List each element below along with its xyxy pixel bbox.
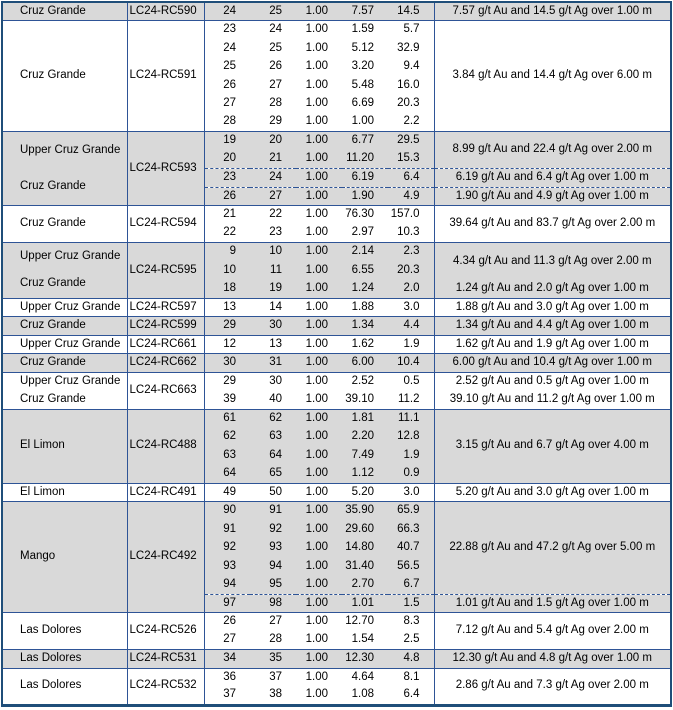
ag-cell: 2.5 bbox=[388, 631, 434, 650]
au-cell: 1.54 bbox=[351, 633, 374, 646]
zone-cell bbox=[2, 502, 127, 613]
zone-cell bbox=[2, 206, 127, 243]
from-cell: 25 bbox=[223, 60, 236, 72]
zone-cell bbox=[2, 21, 127, 132]
to-cell: 20 bbox=[250, 132, 296, 151]
zone-label-group bbox=[3, 503, 127, 612]
au-cell: 12.30 bbox=[342, 650, 388, 669]
interval-cell: 1.00 bbox=[305, 60, 328, 72]
zone-label: Mango bbox=[20, 550, 56, 563]
zone-label: Upper Cruz Grande bbox=[20, 143, 121, 156]
table-row bbox=[2, 21, 671, 40]
table-row bbox=[2, 2, 671, 21]
interval-cell: 1.00 bbox=[296, 576, 342, 595]
to-cell: 63 bbox=[250, 428, 296, 447]
zone-label: Cruz Grande bbox=[20, 356, 86, 368]
ag-cell: 3.0 bbox=[388, 298, 434, 317]
au-cell: 1.24 bbox=[342, 280, 388, 299]
ag-cell: 9.4 bbox=[388, 58, 434, 77]
au-cell: 6.77 bbox=[342, 132, 388, 151]
interval-cell: 1.00 bbox=[296, 409, 342, 428]
zone-label: Upper Cruz Grande bbox=[20, 250, 121, 263]
au-cell: 2.70 bbox=[342, 576, 388, 595]
table-row bbox=[2, 483, 671, 502]
ag-cell: 4.4 bbox=[388, 317, 434, 336]
hole-id-cell: LC24-RC662 bbox=[127, 354, 204, 373]
au-cell: 1.59 bbox=[342, 21, 388, 40]
zone-cell bbox=[2, 335, 127, 354]
au-cell: 2.97 bbox=[351, 226, 374, 239]
table-row bbox=[2, 650, 671, 669]
au-cell: 5.48 bbox=[351, 78, 374, 91]
to-cell: 31 bbox=[250, 354, 296, 373]
interval-cell: 1.00 bbox=[296, 557, 342, 576]
from-cell: 20 bbox=[204, 150, 250, 169]
from-cell: 49 bbox=[204, 483, 250, 502]
au-cell: 1.34 bbox=[342, 317, 388, 336]
to-cell: 10 bbox=[250, 243, 296, 262]
summary-cell: 1.34 g/t Au and 4.4 g/t Ag over 1.00 m bbox=[434, 317, 671, 336]
summary-cell: 4.34 g/t Au and 11.3 g/t Ag over 2.00 m bbox=[434, 243, 671, 280]
from-cell: 91 bbox=[204, 520, 250, 539]
ag-cell: 1.9 bbox=[388, 335, 434, 354]
ag-cell: 40.7 bbox=[388, 539, 434, 558]
summary-cell: 2.52 g/t Au and 0.5 g/t Ag over 1.00 m bbox=[434, 372, 671, 391]
from-cell: 24 bbox=[223, 41, 236, 54]
interval-cell: 1.00 bbox=[296, 520, 342, 539]
ag-cell: 2.3 bbox=[388, 243, 434, 262]
hole-id-cell: LC24-RC663 bbox=[127, 372, 204, 409]
au-cell: 6.19 bbox=[342, 169, 388, 188]
to-cell: 27 bbox=[250, 613, 296, 632]
summary-cell: 6.19 g/t Au and 6.4 g/t Ag over 1.00 m bbox=[434, 169, 671, 188]
interval-cell: 1.00 bbox=[296, 428, 342, 447]
hole-id-cell: LC24-RC597 bbox=[127, 298, 204, 317]
to-cell: 14 bbox=[250, 298, 296, 317]
to-cell: 24 bbox=[250, 169, 296, 188]
interval-cell: 1.00 bbox=[296, 243, 342, 262]
interval-cell: 1.00 bbox=[296, 187, 342, 206]
from-cell: 13 bbox=[204, 298, 250, 317]
interval-cell: 1.00 bbox=[296, 594, 342, 613]
to-cell: 27 bbox=[269, 78, 282, 91]
ag-cell: 16.0 bbox=[388, 76, 434, 95]
au-cell: 1.01 bbox=[342, 594, 388, 613]
from-cell: 94 bbox=[204, 576, 250, 595]
table-row bbox=[2, 613, 671, 632]
zone-label-group bbox=[3, 669, 127, 704]
summary-cell: 8.99 g/t Au and 22.4 g/t Ag over 2.00 m bbox=[434, 132, 671, 169]
table-row bbox=[2, 502, 671, 521]
from-cell: 97 bbox=[204, 594, 250, 613]
interval-cell: 1.00 bbox=[296, 372, 342, 391]
to-cell: 30 bbox=[250, 317, 296, 336]
from-cell: 18 bbox=[204, 280, 250, 299]
to-cell: 22 bbox=[250, 206, 296, 225]
to-cell: 13 bbox=[250, 335, 296, 354]
to-cell: 21 bbox=[250, 150, 296, 169]
au-cell: 1.08 bbox=[351, 688, 374, 701]
ag-cell: 8.3 bbox=[388, 613, 434, 632]
zone-label: Upper Cruz Grande bbox=[20, 300, 121, 313]
summary-cell: 7.57 g/t Au and 14.5 g/t Ag over 1.00 m bbox=[434, 2, 671, 21]
interval-cell: 1.00 bbox=[296, 335, 342, 354]
ag-cell: 66.3 bbox=[388, 520, 434, 539]
from-cell: 22 bbox=[223, 226, 236, 239]
zone-cell bbox=[2, 650, 127, 669]
ag-cell: 4.9 bbox=[388, 187, 434, 206]
zone-cell bbox=[2, 372, 127, 409]
table-row bbox=[2, 206, 671, 225]
au-cell: 1.90 bbox=[342, 187, 388, 206]
interval-cell: 1.00 bbox=[305, 41, 328, 54]
to-cell: 92 bbox=[250, 520, 296, 539]
to-cell: 98 bbox=[250, 594, 296, 613]
interval-cell: 1.00 bbox=[296, 298, 342, 317]
table-row bbox=[2, 668, 671, 687]
from-cell: 26 bbox=[223, 78, 236, 91]
zone-label-group bbox=[3, 355, 127, 372]
interval-cell: 1.00 bbox=[296, 206, 342, 225]
interval-cell: 1.00 bbox=[296, 280, 342, 299]
to-cell: 62 bbox=[250, 409, 296, 428]
ag-cell: 0.9 bbox=[388, 465, 434, 484]
ag-cell: 15.3 bbox=[388, 150, 434, 169]
au-cell: 39.10 bbox=[345, 392, 374, 405]
ag-cell: 6.4 bbox=[388, 169, 434, 188]
to-cell: 19 bbox=[250, 280, 296, 299]
from-cell: 9 bbox=[204, 243, 250, 262]
from-cell: 29 bbox=[204, 372, 250, 391]
zone-label: Las Dolores bbox=[20, 624, 82, 637]
table-row bbox=[2, 409, 671, 428]
summary-cell: 5.20 g/t Au and 3.0 g/t Ag over 1.00 m bbox=[434, 483, 671, 502]
hole-id-cell: LC24-RC488 bbox=[127, 409, 204, 483]
summary-cell: 3.84 g/t Au and 14.4 g/t Ag over 6.00 m bbox=[434, 21, 671, 132]
zone-label-group bbox=[3, 651, 127, 668]
hole-id-cell: LC24-RC593 bbox=[127, 132, 204, 206]
interval-cell: 1.00 bbox=[305, 78, 328, 91]
ag-cell: 56.5 bbox=[388, 557, 434, 576]
ag-cell: 6.4 bbox=[388, 687, 434, 706]
au-cell: 2.20 bbox=[342, 428, 388, 447]
to-cell: 93 bbox=[250, 539, 296, 558]
from-cell: 19 bbox=[204, 132, 250, 151]
to-cell: 27 bbox=[250, 187, 296, 206]
table-row bbox=[2, 243, 671, 262]
au-cell: 35.90 bbox=[342, 502, 388, 521]
zone-label-group bbox=[3, 336, 127, 353]
summary-cell: 6.00 g/t Au and 10.4 g/t Ag over 1.00 m bbox=[434, 354, 671, 373]
interval-cell: 1.00 bbox=[296, 502, 342, 521]
zone-label: Upper Cruz Grande bbox=[20, 375, 121, 387]
hole-id-cell: LC24-RC661 bbox=[127, 335, 204, 354]
interval-cell: 1.00 bbox=[305, 226, 328, 239]
to-cell: 29 bbox=[269, 115, 282, 128]
zone-label: El Limon bbox=[20, 485, 65, 498]
interval-cell: 1.00 bbox=[296, 668, 342, 687]
from-cell: 27 bbox=[223, 633, 236, 646]
au-cell: 1.00 bbox=[351, 115, 374, 128]
from-cell: 93 bbox=[204, 557, 250, 576]
ag-cell: 1.9 bbox=[388, 446, 434, 465]
summary-cell: 7.12 g/t Au and 5.4 g/t Ag over 2.00 m bbox=[434, 613, 671, 650]
from-cell: 10 bbox=[204, 261, 250, 280]
hole-id-cell: LC24-RC532 bbox=[127, 668, 204, 705]
interval-cell: 1.00 bbox=[305, 392, 328, 405]
interval-cell: 1.00 bbox=[305, 97, 328, 109]
au-cell: 5.12 bbox=[351, 41, 374, 54]
to-cell: 65 bbox=[250, 465, 296, 484]
au-cell: 12.70 bbox=[342, 613, 388, 632]
zone-cell bbox=[2, 132, 127, 206]
summary-cell: 12.30 g/t Au and 4.8 g/t Ag over 1.00 m bbox=[434, 650, 671, 669]
from-cell: 34 bbox=[204, 650, 250, 669]
zone-cell bbox=[2, 298, 127, 317]
interval-cell: 1.00 bbox=[296, 132, 342, 151]
table-row bbox=[2, 335, 671, 354]
zone-label-group bbox=[3, 484, 127, 501]
interval-cell: 1.00 bbox=[305, 115, 328, 128]
ag-cell: 11.1 bbox=[388, 409, 434, 428]
interval-cell: 1.00 bbox=[296, 613, 342, 632]
to-cell: 95 bbox=[250, 576, 296, 595]
au-cell: 1.12 bbox=[342, 465, 388, 484]
interval-cell: 1.00 bbox=[296, 261, 342, 280]
ag-cell: 8.1 bbox=[388, 668, 434, 687]
zone-label-group bbox=[3, 318, 127, 335]
to-cell: 37 bbox=[250, 668, 296, 687]
interval-cell: 1.00 bbox=[296, 354, 342, 373]
from-cell: 23 bbox=[204, 21, 250, 40]
ag-cell: 29.5 bbox=[388, 132, 434, 151]
summary-cell: 1.24 g/t Au and 2.0 g/t Ag over 1.00 m bbox=[434, 280, 671, 299]
from-cell: 12 bbox=[204, 335, 250, 354]
hole-id-cell: LC24-RC526 bbox=[127, 613, 204, 650]
zone-cell bbox=[2, 243, 127, 299]
summary-cell: 1.88 g/t Au and 3.0 g/t Ag over 1.00 m bbox=[434, 298, 671, 317]
to-cell: 64 bbox=[250, 446, 296, 465]
interval-cell: 1.00 bbox=[296, 465, 342, 484]
interval-cell: 1.00 bbox=[296, 169, 342, 188]
ag-cell: 11.2 bbox=[388, 391, 434, 410]
au-cell: 6.00 bbox=[342, 354, 388, 373]
au-cell: 4.64 bbox=[342, 668, 388, 687]
from-cell: 37 bbox=[223, 688, 236, 701]
interval-cell: 1.00 bbox=[296, 446, 342, 465]
ag-cell: 157.0 bbox=[388, 206, 434, 225]
from-cell: 24 bbox=[204, 2, 250, 21]
from-cell: 23 bbox=[204, 169, 250, 188]
to-cell: 23 bbox=[269, 226, 282, 239]
zone-label: El Limon bbox=[20, 439, 65, 452]
table-row bbox=[2, 298, 671, 317]
au-cell: 2.52 bbox=[342, 372, 388, 391]
zone-label-group bbox=[3, 3, 127, 20]
interval-cell: 1.00 bbox=[296, 21, 342, 40]
from-cell: 39 bbox=[223, 392, 236, 405]
summary-cell: 1.90 g/t Au and 4.9 g/t Ag over 1.00 m bbox=[434, 187, 671, 206]
from-cell: 26 bbox=[204, 613, 250, 632]
au-cell: 76.30 bbox=[342, 206, 388, 225]
hole-id-cell: LC24-RC590 bbox=[127, 2, 204, 21]
ag-cell: 65.9 bbox=[388, 502, 434, 521]
interval-cell: 1.00 bbox=[305, 633, 328, 646]
hole-id-cell: LC24-RC491 bbox=[127, 483, 204, 502]
zone-label: Las Dolores bbox=[20, 652, 82, 664]
ag-cell: 3.0 bbox=[388, 483, 434, 502]
from-cell: 61 bbox=[204, 409, 250, 428]
table-row bbox=[2, 132, 671, 151]
zone-label-group bbox=[3, 410, 127, 482]
from-cell: 62 bbox=[204, 428, 250, 447]
zone-label: Cruz Grande bbox=[20, 276, 86, 289]
zone-cell bbox=[2, 317, 127, 336]
ag-cell: 20.3 bbox=[388, 261, 434, 280]
from-cell: 26 bbox=[204, 187, 250, 206]
interval-cell: 1.00 bbox=[296, 317, 342, 336]
zone-label-group bbox=[3, 22, 127, 131]
interval-cell: 1.00 bbox=[296, 650, 342, 669]
zone-label: Las Dolores bbox=[20, 679, 82, 692]
hole-id-cell: LC24-RC492 bbox=[127, 502, 204, 613]
ag-cell: 2.2 bbox=[388, 113, 434, 132]
zone-cell bbox=[2, 483, 127, 502]
to-cell: 26 bbox=[269, 60, 282, 72]
zone-label-group bbox=[3, 299, 127, 316]
au-cell: 14.80 bbox=[342, 539, 388, 558]
hole-id-cell: LC24-RC599 bbox=[127, 317, 204, 336]
au-cell: 1.88 bbox=[342, 298, 388, 317]
to-cell: 94 bbox=[250, 557, 296, 576]
from-cell: 27 bbox=[223, 97, 236, 109]
ag-cell: 10.3 bbox=[388, 224, 434, 243]
zone-label-group bbox=[3, 614, 127, 649]
table-row bbox=[2, 317, 671, 336]
from-cell: 30 bbox=[204, 354, 250, 373]
to-cell: 91 bbox=[250, 502, 296, 521]
zone-label: Cruz Grande bbox=[20, 319, 86, 331]
drill-results-table bbox=[1, 1, 672, 707]
to-cell: 25 bbox=[269, 41, 282, 54]
interval-cell: 1.00 bbox=[296, 150, 342, 169]
from-cell: 92 bbox=[204, 539, 250, 558]
to-cell: 30 bbox=[250, 372, 296, 391]
ag-cell: 2.0 bbox=[388, 280, 434, 299]
ag-cell: 20.3 bbox=[388, 95, 434, 114]
to-cell: 28 bbox=[269, 633, 282, 646]
from-cell: 28 bbox=[223, 115, 236, 128]
zone-label-group bbox=[3, 244, 127, 298]
ag-cell: 10.4 bbox=[388, 354, 434, 373]
au-cell: 31.40 bbox=[342, 557, 388, 576]
zone-label: Cruz Grande bbox=[20, 179, 86, 192]
interval-cell: 1.00 bbox=[305, 688, 328, 701]
au-cell: 2.14 bbox=[342, 243, 388, 262]
zone-cell bbox=[2, 668, 127, 705]
ag-cell: 32.9 bbox=[388, 39, 434, 58]
to-cell: 35 bbox=[250, 650, 296, 669]
au-cell: 6.55 bbox=[342, 261, 388, 280]
from-cell: 21 bbox=[204, 206, 250, 225]
zone-label: Cruz Grande bbox=[20, 392, 86, 405]
from-cell: 36 bbox=[204, 668, 250, 687]
ag-cell: 5.7 bbox=[388, 21, 434, 40]
zone-cell bbox=[2, 613, 127, 650]
zone-label: Cruz Grande bbox=[20, 4, 86, 17]
au-cell: 6.69 bbox=[351, 97, 374, 109]
zone-label-group bbox=[3, 207, 127, 242]
ag-cell: 6.7 bbox=[388, 576, 434, 595]
zone-label: Cruz Grande bbox=[20, 69, 86, 82]
interval-cell: 1.00 bbox=[296, 2, 342, 21]
zone-label: Upper Cruz Grande bbox=[20, 337, 121, 350]
to-cell: 40 bbox=[269, 392, 282, 405]
ag-cell: 14.5 bbox=[388, 2, 434, 21]
zone-label-group bbox=[3, 133, 127, 205]
drill-results-tbody bbox=[2, 2, 671, 705]
au-cell: 7.49 bbox=[342, 446, 388, 465]
au-cell: 3.20 bbox=[351, 60, 374, 72]
summary-cell: 2.86 g/t Au and 7.3 g/t Ag over 2.00 m bbox=[434, 668, 671, 705]
from-cell: 63 bbox=[204, 446, 250, 465]
from-cell: 90 bbox=[204, 502, 250, 521]
zone-cell bbox=[2, 2, 127, 21]
zone-cell bbox=[2, 409, 127, 483]
from-cell: 64 bbox=[204, 465, 250, 484]
au-cell: 11.20 bbox=[342, 150, 388, 169]
summary-cell: 22.88 g/t Au and 47.2 g/t Ag over 5.00 m bbox=[434, 502, 671, 595]
zone-label-group bbox=[3, 373, 127, 408]
interval-cell: 1.00 bbox=[296, 539, 342, 558]
ag-cell: 12.8 bbox=[388, 428, 434, 447]
table-row bbox=[2, 354, 671, 373]
summary-cell: 1.01 g/t Au and 1.5 g/t Ag over 1.00 m bbox=[434, 594, 671, 613]
interval-cell: 1.00 bbox=[296, 483, 342, 502]
to-cell: 50 bbox=[250, 483, 296, 502]
au-cell: 1.62 bbox=[342, 335, 388, 354]
au-cell: 5.20 bbox=[342, 483, 388, 502]
au-cell: 1.81 bbox=[342, 409, 388, 428]
to-cell: 24 bbox=[250, 21, 296, 40]
ag-cell: 4.8 bbox=[388, 650, 434, 669]
summary-cell: 3.15 g/t Au and 6.7 g/t Ag over 4.00 m bbox=[434, 409, 671, 483]
summary-cell: 39.10 g/t Au and 11.2 g/t Ag over 1.00 m bbox=[449, 392, 655, 405]
hole-id-cell: LC24-RC595 bbox=[127, 243, 204, 299]
au-cell: 29.60 bbox=[342, 520, 388, 539]
summary-cell: 1.62 g/t Au and 1.9 g/t Ag over 1.00 m bbox=[434, 335, 671, 354]
to-cell: 28 bbox=[269, 97, 282, 109]
au-cell: 7.57 bbox=[342, 2, 388, 21]
from-cell: 29 bbox=[204, 317, 250, 336]
zone-cell bbox=[2, 354, 127, 373]
hole-id-cell: LC24-RC594 bbox=[127, 206, 204, 243]
hole-id-cell: LC24-RC531 bbox=[127, 650, 204, 669]
table-row bbox=[2, 372, 671, 391]
zone-label: Cruz Grande bbox=[20, 217, 86, 230]
ag-cell: 0.5 bbox=[388, 372, 434, 391]
ag-cell: 1.5 bbox=[388, 594, 434, 613]
summary-cell: 39.64 g/t Au and 83.7 g/t Ag over 2.00 m bbox=[434, 206, 671, 243]
to-cell: 11 bbox=[250, 261, 296, 280]
hole-id-cell: LC24-RC591 bbox=[127, 21, 204, 132]
to-cell: 38 bbox=[269, 688, 282, 701]
to-cell: 25 bbox=[250, 2, 296, 21]
